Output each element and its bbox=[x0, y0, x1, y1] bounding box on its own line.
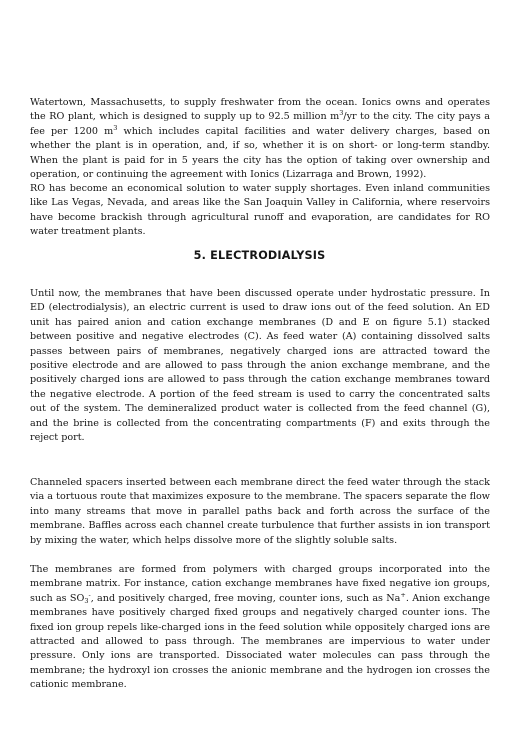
superscript: 3 bbox=[339, 109, 344, 118]
paragraph-ro-economical: RO has become an economical solution to water supply shortages. Even inland communities like Las Vegas, Nevada, and areas like the San Joaquin Valley in California, where reservoirs have become brackish through agricultural runoff and evaporation, are candidates for RO water treatment plants. bbox=[30, 183, 490, 238]
paragraph-ed-intro: Until now, the membranes that have been discussed operate under hydrostatic pressure. In ED (electrodialysis), an electric current is used to draw ions out of the feed solution. An ED unit has paired anion and cation exchange membranes (D and E on figure 5.1) stacked between positive and negative electrodes (C). As feed water (A) containing dissolved salts passes between pairs of membranes, negatively charged ions are attracted toward the positive electrode and are allowed to pass through the anion exchange membrane, and the positively charged ions are allowed to pass through the cation exchange membranes toward the negative electrode. A portion of the feed stream is used to carry the concentrated salts out of the system. The demineralized product water is collected from the feed channel (G), and the brine is collected from the concentrating compartments (F) and exits through the reject port. bbox=[30, 288, 490, 444]
paragraph-text: The membranes are formed from polymers with charged groups incorporated into the membrane matrix. For instance, cation exchange membranes have fixed negative ion groups, such as SO bbox=[30, 564, 490, 604]
paragraph-text: which includes capital facilities and water delivery charges, based on whether the plant is in operation, and, if so, whether it is on short- or long-term standby. When the plant is paid for in 5 years the city has the option of taking over ownership and operation, or continuing the agreement with Ionics (Lizarraga and Brown, 1992). bbox=[30, 125, 490, 181]
superscript: 3 bbox=[113, 123, 118, 132]
paragraph-text: . Anion exchange membranes have positively charged fixed groups and negatively charged counter ions. The fixed ion group repels like-charged ions in the feed solution while oppositely charged ions are attracted and allowed to pass through. The membranes are impervious to water under pressure. Only ions are transported. Dissociated water molecules can pass through the membrane; the hydroxyl ion crosses the anionic membrane and the hydrogen ion crosses the cationic membrane. bbox=[30, 592, 490, 691]
paragraph-text: /yr to the city. The city pays a fee per 1200 m bbox=[30, 111, 490, 137]
section-heading: 5. ELECTRODIALYSIS bbox=[193, 249, 326, 262]
paragraph-text: Watertown, Massachusetts, to supply freshwater from the ocean. Ionics owns and operates the RO plant, which is designed to supply up to 92.5 million m bbox=[30, 97, 490, 123]
subscript: 3 bbox=[84, 596, 89, 605]
superscript: - bbox=[88, 590, 91, 599]
superscript: + bbox=[400, 590, 406, 599]
paragraph-spacers: Channeled spacers inserted between each membrane direct the feed water through the stack via a tortuous route that maximizes exposure to the membrane. The spacers separate the flow into many streams that move in parallel paths back and forth across the surface of the membrane. Baffles across each channel create turbulence that further assists in ion transport by mixing the water, which helps dissolve more of the slightly soluble salts. bbox=[30, 477, 490, 546]
paragraph-text: , and positively charged, free moving, counter ions, such as Na bbox=[90, 592, 401, 604]
paragraph-ro-plant-contract bbox=[30, 96, 490, 182]
paragraph-membranes bbox=[30, 563, 490, 693]
